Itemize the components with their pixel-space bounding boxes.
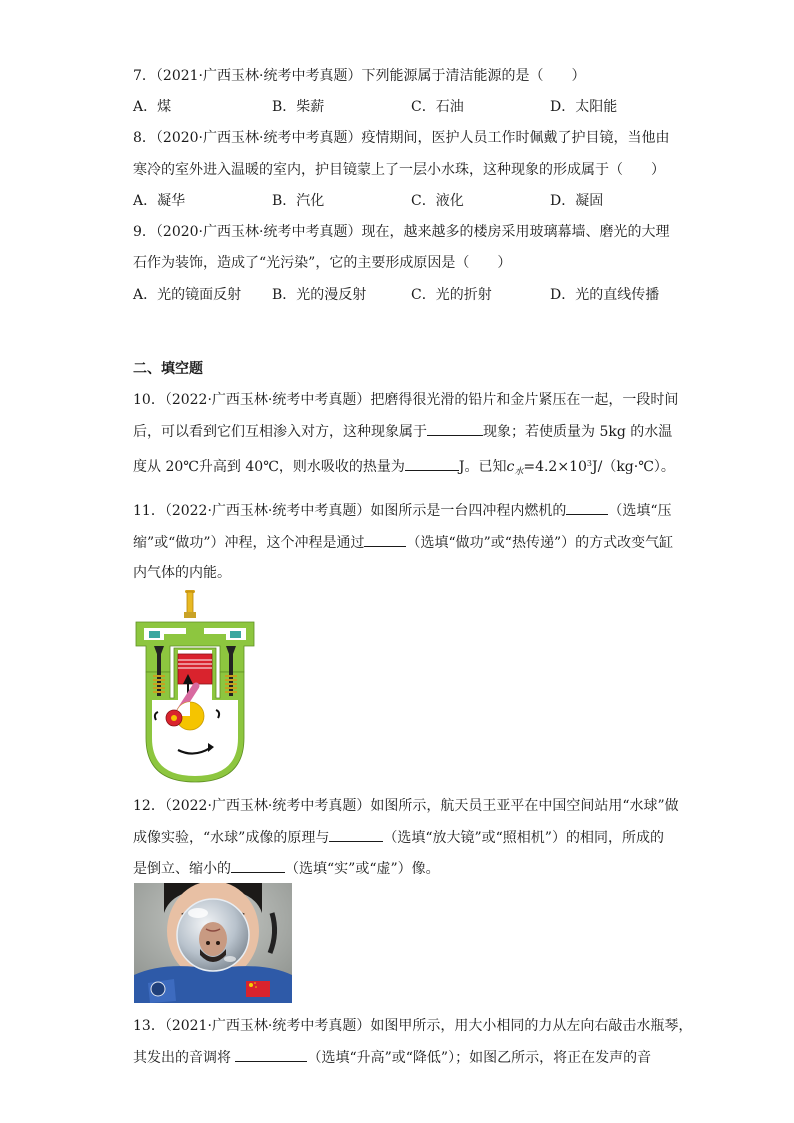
crank-pin-center bbox=[171, 715, 177, 721]
question-number: 7． bbox=[133, 68, 156, 84]
question-13 bbox=[133, 1016, 693, 1036]
question-number: 8． bbox=[133, 130, 156, 146]
question-source: （2021·广西玉林·统考中考真题） bbox=[155, 68, 362, 84]
option-d: D．光的直线传播 bbox=[550, 287, 660, 303]
formula-symbol: c bbox=[506, 459, 515, 475]
water-ball-photo bbox=[134, 883, 292, 1003]
question-7 bbox=[133, 66, 663, 86]
question-source: （2020·广西玉林·统考中考真题） bbox=[155, 130, 362, 146]
question-text: 成像实验，“水球”成像的原理与 bbox=[133, 830, 330, 846]
formula-unit: J/（kg·℃）。 bbox=[591, 459, 675, 475]
question-number: 10． bbox=[133, 392, 165, 408]
question-stem-continued: 寒冷的室外进入温暖的室内，护目镜蒙上了一层小水珠，这种现象的形成属于（ ） bbox=[133, 162, 665, 178]
ball-highlight bbox=[188, 908, 208, 918]
question-8-line-2 bbox=[133, 160, 663, 180]
option-b: B．汽化 bbox=[272, 193, 325, 209]
formula-exponent: 3 bbox=[586, 459, 592, 468]
question-text: 现象；若使质量为 5kg 的水温 bbox=[483, 424, 673, 440]
question-stem: 疫情期间，医护人员工作时佩戴了护目镜，当他由 bbox=[361, 130, 670, 146]
piston bbox=[178, 654, 212, 684]
question-text: 是倒立、缩小的 bbox=[133, 861, 231, 877]
question-number: 9． bbox=[133, 224, 156, 240]
ball-highlight bbox=[224, 956, 236, 962]
formula-value: =4.2×10 bbox=[523, 459, 587, 475]
question-10 bbox=[133, 390, 679, 410]
question-text: （选填“升高”或“降低”）；如图乙所示，将正在发声的音 bbox=[307, 1050, 652, 1066]
question-9-line-2 bbox=[133, 253, 663, 273]
question-11 bbox=[133, 500, 672, 521]
question-12 bbox=[133, 796, 679, 816]
question-source: （2020·广西玉林·统考中考真题） bbox=[155, 224, 362, 240]
option-a: A．煤 bbox=[133, 99, 172, 115]
question-stem: 如图所示是一台四冲程内燃机的 bbox=[370, 503, 567, 519]
option-d: D．凝固 bbox=[550, 193, 604, 209]
question-11-line-2 bbox=[133, 532, 674, 553]
question-10-line-3 bbox=[133, 454, 675, 482]
question-number: 13． bbox=[133, 1018, 165, 1034]
answer-blank[interactable] bbox=[235, 1047, 307, 1062]
question-12-line-2 bbox=[133, 827, 663, 848]
question-stem: 如图甲所示，用大小相同的力从左向右敲击水瓶琴， bbox=[370, 1018, 693, 1034]
question-source: （2022·广西玉林·统考中考真题） bbox=[164, 392, 371, 408]
spark-plug-icon bbox=[184, 590, 196, 618]
question-text: J。已知 bbox=[458, 459, 507, 475]
section-title: 二、填空题 bbox=[133, 361, 203, 377]
valve-cap bbox=[230, 631, 241, 638]
question-text: 后，可以看到它们互相渗入对方，这种现象属于 bbox=[133, 424, 427, 440]
inverted-image bbox=[199, 922, 227, 962]
answer-blank[interactable] bbox=[405, 456, 459, 471]
option-d: D．太阳能 bbox=[550, 99, 618, 115]
formula-subscript: 水 bbox=[514, 467, 524, 477]
question-stem-continued: 石作为装饰，造成了“光污染”，它的主要形成原因是（ ） bbox=[133, 255, 512, 271]
question-text: （选填“放大镜”或“照相机”）的相同，所成的 bbox=[383, 830, 664, 846]
option-c: C．液化 bbox=[411, 193, 464, 209]
question-11-line-3 bbox=[133, 563, 663, 583]
answer-blank[interactable] bbox=[329, 827, 383, 842]
question-13-line-2 bbox=[133, 1047, 663, 1068]
question-9 bbox=[133, 222, 670, 242]
question-stem: 把磨得很光滑的铅片和金片紧压在一起，一段时间 bbox=[370, 392, 679, 408]
option-a: A．光的镜面反射 bbox=[133, 287, 242, 303]
option-b: B．光的漫反射 bbox=[272, 287, 367, 303]
question-source: （2021·广西玉林·统考中考真题） bbox=[164, 1018, 371, 1034]
question-8 bbox=[133, 128, 670, 148]
question-source: （2022·广西玉林·统考中考真题） bbox=[164, 798, 371, 814]
answer-blank[interactable] bbox=[566, 500, 608, 515]
engine-diagram bbox=[134, 588, 256, 784]
question-text: （选填“实”或“虚”）像。 bbox=[285, 861, 440, 877]
mission-patch-icon bbox=[151, 982, 165, 996]
question-10-line-2 bbox=[133, 421, 673, 442]
question-stem: 下列能源属于清洁能源的是（ ） bbox=[361, 68, 586, 84]
question-12-line-3 bbox=[133, 858, 663, 879]
question-text: 度从 20℃升高到 40℃，则水吸收的热量为 bbox=[133, 459, 405, 475]
question-stem: 现在，越来越多的楼房采用玻璃幕墙、磨光的大理 bbox=[361, 224, 670, 240]
valve-cap bbox=[149, 631, 160, 638]
option-c: C．光的折射 bbox=[411, 287, 492, 303]
question-stem: 如图所示，航天员王亚平在中国空间站用“水球”做 bbox=[370, 798, 679, 814]
answer-blank[interactable] bbox=[364, 532, 406, 547]
question-text: 内气体的内能。 bbox=[133, 565, 231, 581]
question-text: （选填“压 bbox=[608, 503, 672, 519]
option-c: C．石油 bbox=[411, 99, 464, 115]
option-a: A．凝华 bbox=[133, 193, 186, 209]
question-source: （2022·广西玉林·统考中考真题） bbox=[164, 503, 371, 519]
question-number: 11． bbox=[133, 503, 165, 519]
question-text: 缩”或“做功”）冲程，这个冲程是通过 bbox=[133, 535, 365, 551]
question-number: 12． bbox=[133, 798, 165, 814]
flag-patch-icon bbox=[246, 981, 270, 997]
option-b: B．柴薪 bbox=[272, 99, 325, 115]
question-text: （选填“做功”或“热传递”）的方式改变气缸 bbox=[406, 535, 674, 551]
answer-blank[interactable] bbox=[231, 858, 285, 873]
answer-blank[interactable] bbox=[427, 421, 483, 436]
question-text: 其发出的音调将 bbox=[133, 1050, 236, 1066]
